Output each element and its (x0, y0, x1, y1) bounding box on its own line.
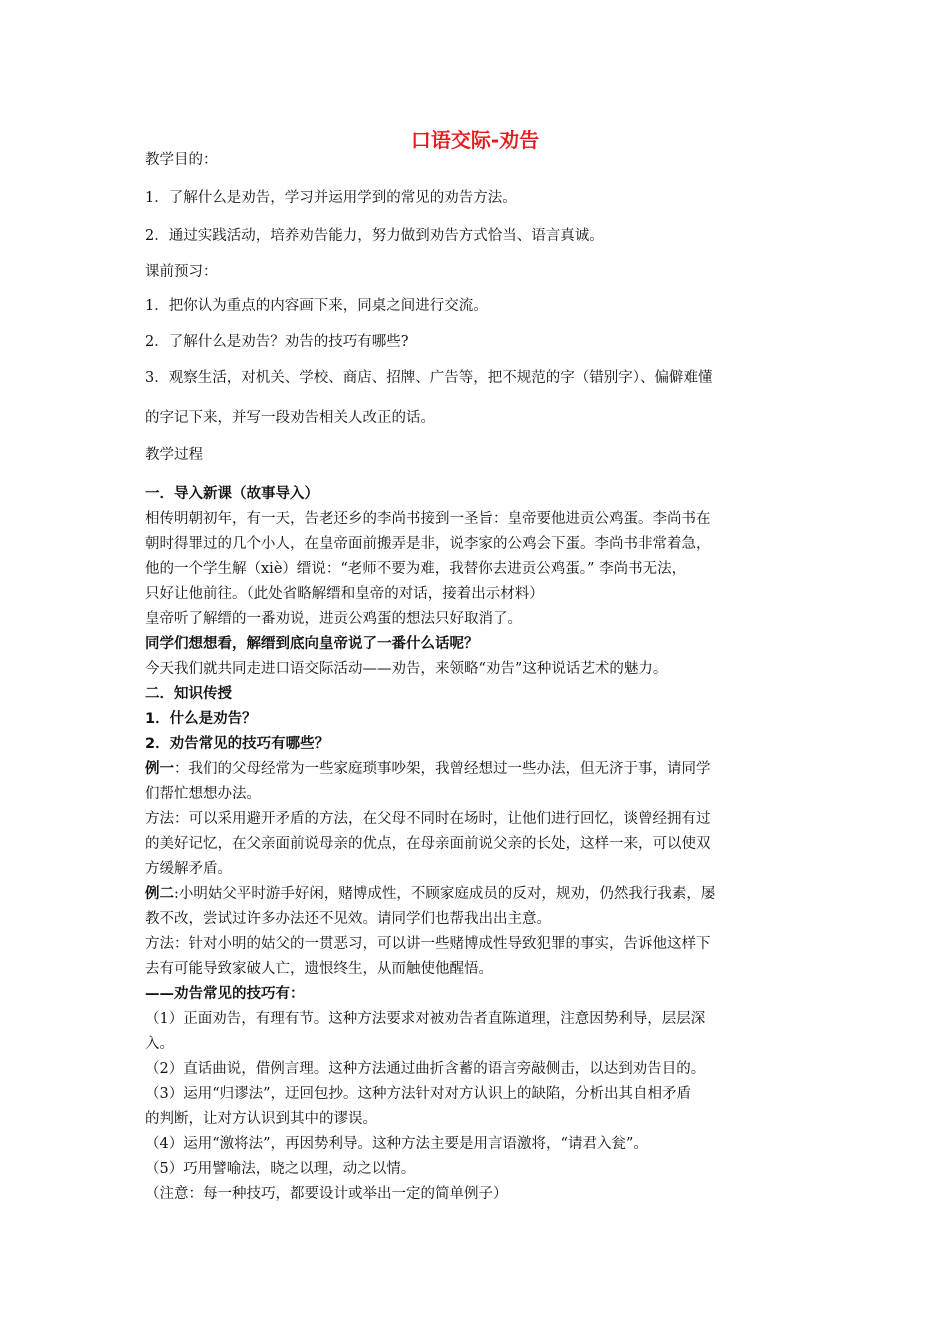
method-2-line: 去有可能导致家破人亡，遗恨终生，从而触使他醒悟。 (145, 961, 493, 977)
example-1-text: ：我们的父母经常为一些家庭琐事吵架，我曾经想过一些办法，但无济于事，请同学 (174, 761, 711, 777)
technique-line: 入。 (145, 1036, 174, 1052)
techniques-heading: ——劝告常见的技巧有： (145, 986, 305, 1002)
preview-item-2: 2．了解什么是劝告？劝告的技巧有哪些? (145, 334, 409, 350)
method-1-line: 方法：可以采用避开矛盾的方法，在父母不同时在场时，让他们进行回忆，谈曾经拥有过 (145, 811, 711, 827)
question-1: 1．什么是劝告？ (145, 711, 257, 727)
preview-item-3-cont: 的字记下来，并写一段劝告相关人改正的话。 (145, 410, 435, 426)
technique-line: （2）直话曲说，借例言理。这种方法通过曲折含蓄的语言旁敲侧击，以达到劝告目的。 (145, 1061, 706, 1077)
discussion-question: 同学们想想看，解缙到底向皇帝说了一番什么话呢？ (145, 636, 479, 652)
example-2-label: 例二 (145, 886, 174, 902)
method-1-line: 的美好记忆，在父亲面前说母亲的优点，在母亲面前说父亲的长处，这样一来，可以使双 (145, 836, 711, 852)
technique-note: （注意：每一种技巧，都要设计或举出一定的简单例子） (145, 1186, 508, 1202)
objectives-heading: 教学目的： (145, 152, 218, 168)
process-body (145, 482, 815, 1207)
preview-item-1: 1．把你认为重点的内容画下来，同桌之间进行交流。 (145, 298, 488, 314)
section2-heading: 二．知识传授 (145, 686, 232, 702)
example-1-cont: 们帮忙想想办法。 (145, 786, 261, 802)
example-1 (145, 757, 815, 782)
story-line: 相传明朝初年，有一天，告老还乡的李尚书接到一圣旨：皇帝要他进贡公鸡蛋。李尚书在 (145, 511, 711, 527)
process-heading: 教学过程 (145, 447, 203, 463)
example-1-label: 例一 (145, 761, 174, 777)
lesson-intro: 今天我们就共同走进口语交际活动——劝告，来领略“劝告”这种说话艺术的魅力。 (145, 661, 668, 677)
technique-line: （5）巧用譬喻法，晓之以理，动之以情。 (145, 1161, 416, 1177)
story-end: 皇帝听了解缙的一番劝说，进贡公鸡蛋的想法只好取消了。 (145, 611, 522, 627)
preview-heading: 课前预习： (145, 264, 218, 280)
section1-heading: 一．导入新课（故事导入） (145, 486, 319, 502)
example-2-cont: 教不改，尝试过许多办法还不见效。请同学们也帮我出出主意。 (145, 911, 551, 927)
page-title: 口语交际-劝告 (410, 128, 540, 152)
story-line: 朝时得罪过的几个小人，在皇帝面前搬弄是非，说李家的公鸡会下蛋。李尚书非常着急， (145, 536, 711, 552)
story-line: 他的一个学生解（xiè）缙说：“老师不要为难，我替你去进贡公鸡蛋。” 李尚书无法， (145, 561, 687, 577)
technique-line: （3）运用“归谬法”，迂回包抄。这种方法针对对方认识上的缺陷，分析出其自相矛盾 (145, 1086, 692, 1102)
technique-line: （4）运用“激将法”，再因势利导。这种方法主要是用言语激将，“请君入瓮”。 (145, 1136, 648, 1152)
objective-item-1: 1．了解什么是劝告，学习并运用学到的常见的劝告方法。 (145, 190, 517, 206)
method-1-line: 方缓解矛盾。 (145, 861, 232, 877)
example-2 (145, 882, 815, 907)
example-2-text: :小明姑父平时游手好闲，赌博成性，不顾家庭成员的反对，规劝，仍然我行我素，屡 (174, 886, 716, 902)
method-2-line: 方法：针对小明的姑父的一贯恶习，可以讲一些赌博成性导致犯罪的事实，告诉他这样下 (145, 936, 711, 952)
question-2: 2．劝告常见的技巧有哪些？ (145, 736, 330, 752)
objective-item-2: 2．通过实践活动，培养劝告能力，努力做到劝告方式恰当、语言真诚。 (145, 228, 604, 244)
preview-item-3: 3．观察生活，对机关、学校、商店、招牌、广告等，把不规范的字（错别字）、偏僻难懂 (145, 370, 713, 386)
technique-line: 的判断，让对方认识到其中的谬误。 (145, 1111, 377, 1127)
story-line: 只好让他前往。（此处省略解缙和皇帝的对话，接着出示材料） (145, 586, 544, 602)
technique-line: （1）正面劝告，有理有节。这种方法要求对被劝告者直陈道理，注意因势利导，层层深 (145, 1011, 706, 1027)
